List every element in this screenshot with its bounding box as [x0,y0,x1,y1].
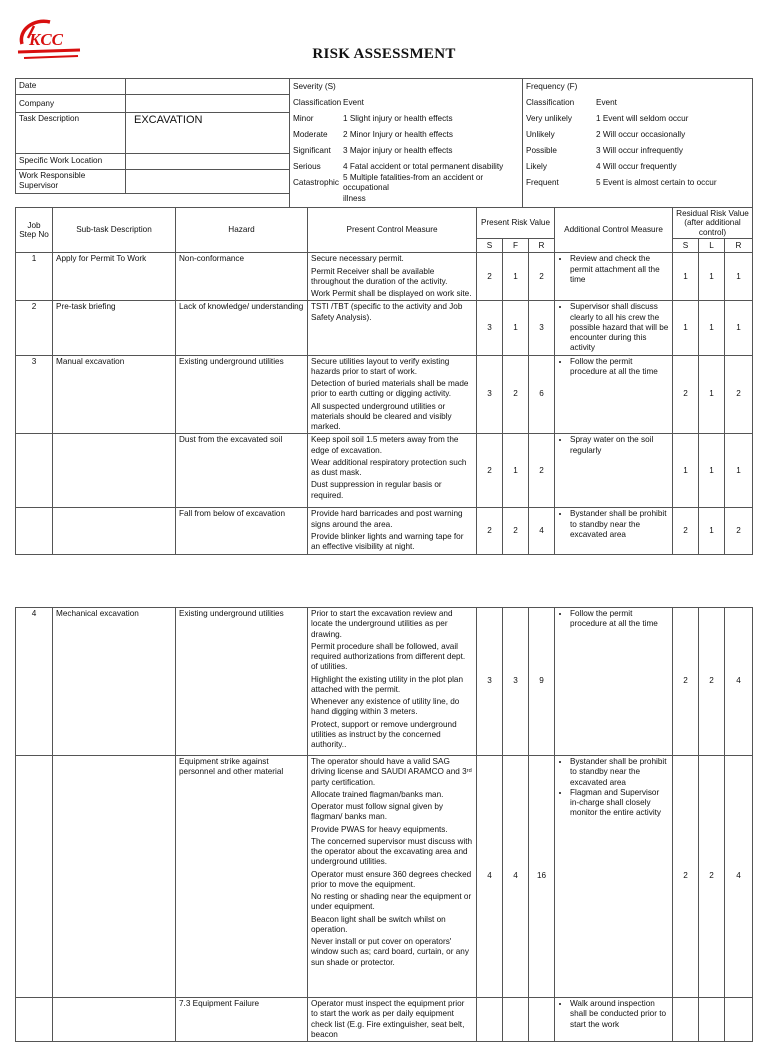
present-risk-s [477,998,503,1042]
present-risk-f: 3 [503,608,529,756]
header-rs: S [673,239,699,253]
present-risk-s: 3 [477,301,503,355]
subtask-description [53,434,176,508]
frequency-legend: Frequency (F) Classification Event Very unlikely 1 Event will seldom occur Unlikely 2 Will occur occasionally Possible 3 Will occur infrequently Likely 4 Will occur frequently Frequent 5 Event is almost certain to occur [523,79,753,208]
hazard: Lack of knowledge/ understanding [176,301,308,355]
table-row [16,434,753,508]
present-control-measure [308,608,477,756]
date-value[interactable] [126,79,290,95]
control-measure-item: Secure necessary permit. [311,254,404,264]
present-risk-s: 2 [477,253,503,301]
present-risk-f: 1 [503,434,529,508]
present-risk-f: 2 [503,355,529,434]
supervisor-label: Work Responsible Supervisor [16,170,126,194]
task-value: EXCAVATION [126,113,290,153]
subtask-description: Pre-task briefing [53,301,176,355]
control-measure-item: Secure utilities layout to verify existing hazards prior to start of work. [311,356,450,376]
step-number [16,998,53,1042]
present-risk-r: 3 [529,301,555,355]
control-measure-item: Provide PWAS for heavy equipments. [311,824,448,834]
location-value[interactable] [126,153,290,169]
control-measure-item: All suspected underground utilities or materials should be cleared and visibly marked. [311,401,452,432]
company-value[interactable] [126,95,290,113]
control-measure-item: Beacon light shall be switch whilst on operation. [311,914,446,934]
present-risk-s: 3 [477,355,503,434]
residual-risk-s: 1 [673,301,699,355]
control-measure-item: Prior to start the excavation review and locate the underground utilities as per drawing. [311,609,453,639]
control-measure-item: The operator should have a valid SAG driving license and SAUDI ARAMCO and 3ʳᵈ party certification. [311,757,472,787]
present-risk-f [503,998,529,1042]
additional-control-measure [555,998,673,1042]
present-control-measure [308,434,477,508]
present-control-measure [308,253,477,301]
present-risk-r [529,998,555,1042]
table-row [16,508,753,555]
step-number: 2 [16,301,53,355]
header-subtask: Sub-task Description [53,208,176,253]
control-measure-item: Detection of buried materials shall be made prior to earth cutting or digging activity. [311,379,469,399]
residual-risk-s: 2 [673,355,699,434]
residual-risk-s: 2 [673,608,699,756]
present-risk-s: 2 [477,434,503,508]
residual-risk-r: 1 [725,301,753,355]
subtask-description [53,998,176,1042]
present-risk-r: 9 [529,608,555,756]
header-hazard: Hazard [176,208,308,253]
subtask-description: Mechanical excavation [53,608,176,756]
task-label: Task Description [16,113,126,153]
control-measure-item: Protect, support or remove underground utilities as instruct by the concerned authority.. [311,719,457,749]
residual-risk-r: 4 [725,608,753,756]
control-measure-item: Dust suppression in regular basis or required. [311,480,442,500]
risk-table-page-1 [15,207,753,555]
residual-risk-r: 1 [725,253,753,301]
additional-control-item: • Follow the permit procedure at all the time [570,609,669,630]
additional-control-measure [555,355,673,434]
header-residual-risk: Residual Risk Value (after additional control) [673,208,753,239]
additional-control-item: • Supervisor shall discuss clearly to all his crew the possible hazard that will be encounter during this activity [570,302,669,353]
residual-risk-l: 2 [699,756,725,998]
residual-risk-l: 1 [699,508,725,555]
table-row [16,756,753,998]
control-measure-item: Work Permit shall be displayed on work site. [311,289,472,299]
risk-table-page-2 [15,607,753,1042]
control-measure-item: Operator must ensure 360 degrees checked prior to move the equipment. [311,869,472,889]
additional-control-measure [555,434,673,508]
additional-control-measure [555,608,673,756]
residual-risk-l: 2 [699,608,725,756]
residual-risk-s: 1 [673,253,699,301]
present-risk-r: 16 [529,756,555,998]
table-row [16,998,753,1042]
step-number [16,508,53,555]
residual-risk-s: 2 [673,756,699,998]
severity-title: Severity (S) [293,81,336,91]
table-row [16,301,753,355]
control-measure-item: Allocate trained flagman/banks man. [311,789,444,799]
present-risk-s: 3 [477,608,503,756]
residual-risk-s: 1 [673,434,699,508]
residual-risk-r: 2 [725,355,753,434]
svg-text:KCC: KCC [29,30,64,49]
additional-control-item: • Bystander shall be prohibit to standby near the excavated area [570,509,669,540]
additional-control-measure [555,508,673,555]
additional-control-item: • Bystander shall be prohibit to standby near the excavated area [570,757,669,788]
hazard: Fall from below of excavation [176,508,308,555]
present-risk-f: 1 [503,301,529,355]
hazard: Non-conformance [176,253,308,301]
residual-risk-l: 1 [699,355,725,434]
additional-control-item: • Spray water on the soil regularly [570,435,669,456]
residual-risk-l: 1 [699,253,725,301]
present-control-measure [308,508,477,555]
additional-control-measure [555,253,673,301]
present-risk-r: 2 [529,434,555,508]
info-table [15,78,753,208]
header-f: F [503,239,529,253]
residual-risk-l: 1 [699,434,725,508]
subtask-description [53,756,176,998]
residual-risk-s: 2 [673,508,699,555]
supervisor-value[interactable] [126,170,290,194]
residual-risk-s [673,998,699,1042]
control-measure-item: The concerned supervisor must discuss with the operator about the excavating area and underground utilities. [311,836,473,867]
table-row [16,608,753,756]
control-measure-item: Never install or put cover on operators' window such as; card board, curtain, or any sun shade or protector. [311,937,469,967]
present-risk-s: 4 [477,756,503,998]
table-row [16,253,753,301]
hazard: Dust from the excavated soil [176,434,308,508]
severity-legend: Severity (S) Classification Event Minor 1 Slight injury or health effects Moderate 2 Minor Injury or health effects Significant 3 Major injury or health effects Serious 4 Fatal accident or total permanent disability Catastrophic 5 Multiple fatalities-from an accident or occupational illness [290,79,523,208]
additional-control-measure [555,301,673,355]
control-measure-item: No resting or shading near the equipment or under equipment. [311,892,472,912]
header-additional: Additional Control Measure [555,208,673,253]
additional-control-measure [555,756,673,998]
hazard: 7.3 Equipment Failure [176,998,308,1042]
present-control-measure [308,998,477,1042]
header-r: R [529,239,555,253]
additional-control-item: • Review and check the permit attachment all the time [570,254,669,285]
control-measure-item: Whenever any existence of utility line, do hand digging within 3 meters. [311,697,460,717]
control-measure-item: Permit procedure shall be followed, avail required authorizations from different dept. of utilities. [311,641,466,672]
control-measure-item: TSTI /TBT (specific to the activity and Job Safety Analysis). [311,302,463,322]
step-number [16,434,53,508]
hazard: Existing underground utilities [176,355,308,434]
header-present-risk: Present Risk Value [477,208,555,239]
step-number: 3 [16,355,53,434]
control-measure-item: Provide blinker lights and warning tape for an effective visibility at night. [311,531,464,552]
residual-risk-r: 4 [725,756,753,998]
residual-risk-l [699,998,725,1042]
date-label: Date [16,79,126,95]
header-rl: L [699,239,725,253]
header-rr: R [725,239,753,253]
present-risk-f: 1 [503,253,529,301]
header-step: Job Step No [16,208,53,253]
residual-risk-l: 1 [699,301,725,355]
control-measure-item: Keep spoil soil 1.5 meters away from the edge of excavation. [311,435,459,455]
additional-control-item: • Flagman and Supervisor in-charge shall closely monitor the entire activity [570,788,669,819]
control-measure-item: Permit Receiver shall be available throughout the duration of the activity. [311,266,448,286]
control-measure-item: Operator must inspect the equipment prior to start the work as per daily equipment check list (E.g. Fire extinguisher, seat belt, beacon [311,999,465,1039]
control-measure-item: Highlight the existing utility in the plot plan attached with the permit. [311,674,464,694]
residual-risk-r [725,998,753,1042]
subtask-description [53,508,176,555]
present-risk-r: 2 [529,253,555,301]
present-control-measure [308,756,477,998]
hazard: Equipment strike against personnel and other material [176,756,308,998]
subtask-description: Apply for Permit To Work [53,253,176,301]
present-risk-r: 6 [529,355,555,434]
header-s: S [477,239,503,253]
additional-control-item: • Walk around inspection shall be conducted prior to start the work [570,999,669,1030]
step-number [16,756,53,998]
present-risk-f: 4 [503,756,529,998]
control-measure-item: Operator must follow signal given by flagman/ banks man. [311,802,443,822]
control-measure-item: Wear additional respiratory protection such as dust mask. [311,457,467,478]
header-control: Present Control Measure [308,208,477,253]
location-label: Specific Work Location [16,153,126,169]
table-row [16,355,753,434]
present-control-measure [308,355,477,434]
document-title: RISK ASSESSMENT [312,46,456,62]
control-measure-item: Provide hard barricades and post warning signs around the area. [311,509,463,529]
present-risk-f: 2 [503,508,529,555]
step-number: 1 [16,253,53,301]
step-number: 4 [16,608,53,756]
hazard: Existing underground utilities [176,608,308,756]
present-control-measure [308,301,477,355]
residual-risk-r: 2 [725,508,753,555]
present-risk-s: 2 [477,508,503,555]
subtask-description: Manual excavation [53,355,176,434]
present-risk-r: 4 [529,508,555,555]
company-label: Company [16,95,126,113]
residual-risk-r: 1 [725,434,753,508]
additional-control-item: • Follow the permit procedure at all the time [570,357,669,378]
